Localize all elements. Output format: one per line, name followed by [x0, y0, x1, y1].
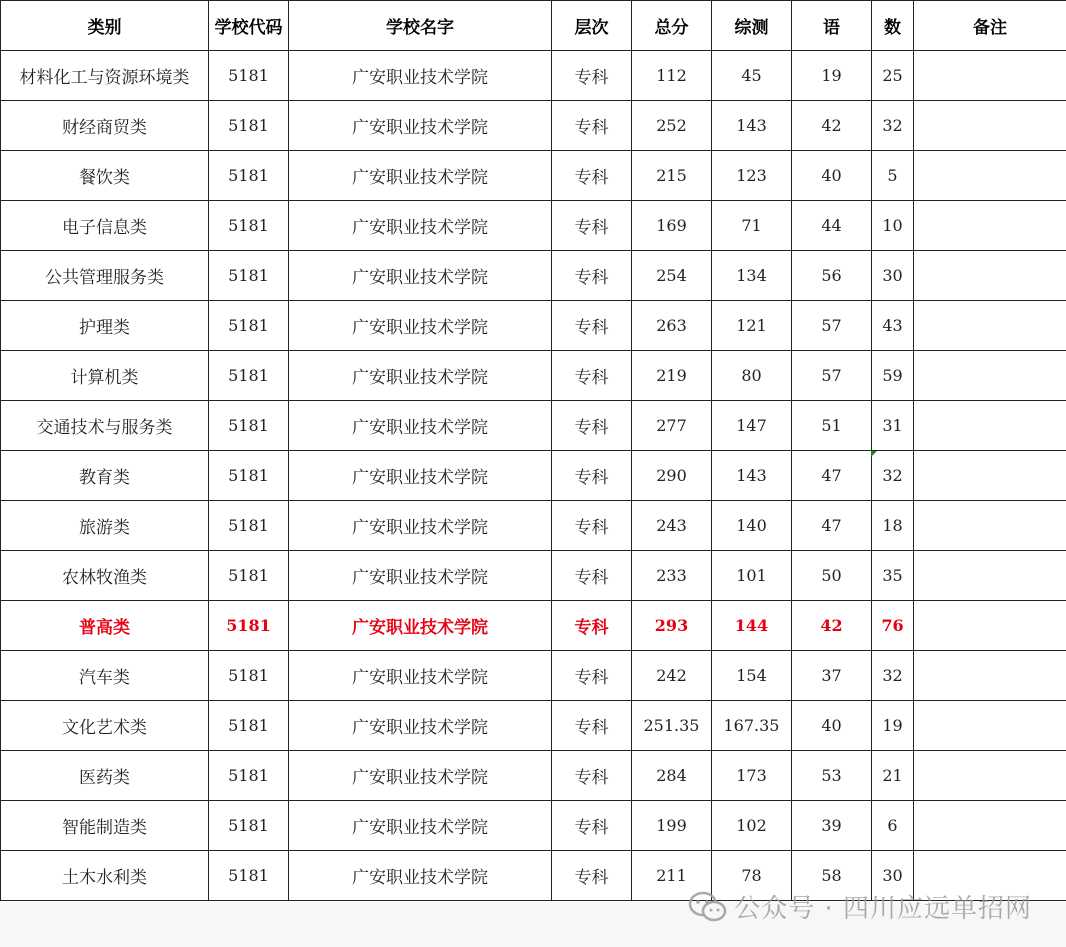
cell-school-name: 广安职业技术学院: [289, 101, 552, 151]
cell-category: 电子信息类: [1, 201, 209, 251]
cell-school-code: 5181: [209, 301, 289, 351]
cell-level: 专科: [552, 601, 632, 651]
cell-level: 专科: [552, 801, 632, 851]
cell-composite: 121: [712, 301, 792, 351]
cell-note: [914, 151, 1066, 201]
watermark-text: 公众号 · 四川应远单招网: [734, 894, 1032, 924]
cell-composite: 102: [712, 801, 792, 851]
cell-total: 211: [632, 851, 712, 901]
cell-category: 旅游类: [1, 501, 209, 551]
cell-school-name: 广安职业技术学院: [289, 351, 552, 401]
cell-chinese: 53: [792, 751, 872, 801]
cell-school-name: 广安职业技术学院: [289, 701, 552, 751]
cell-school-code: 5181: [209, 551, 289, 601]
cell-note: [914, 301, 1066, 351]
cell-category: 教育类: [1, 451, 209, 501]
watermark: [688, 888, 1032, 925]
cell-category: 公共管理服务类: [1, 251, 209, 301]
cell-note: [914, 601, 1066, 651]
cell-composite: 147: [712, 401, 792, 451]
cell-note: [914, 251, 1066, 301]
table-row: [1, 551, 1066, 601]
table-row: [1, 401, 1066, 451]
cell-school-code: 5181: [209, 851, 289, 901]
cell-category: 文化艺术类: [1, 701, 209, 751]
cell-school-name: 广安职业技术学院: [289, 251, 552, 301]
cell-composite: 78: [712, 851, 792, 901]
cell-chinese: 57: [792, 301, 872, 351]
cell-total: 215: [632, 151, 712, 201]
cell-school-code: 5181: [209, 201, 289, 251]
cell-school-code: 5181: [209, 401, 289, 451]
table-row: [1, 101, 1066, 151]
cell-level: 专科: [552, 51, 632, 101]
cell-note: [914, 51, 1066, 101]
cell-math: 32: [872, 451, 914, 501]
cell-level: 专科: [552, 551, 632, 601]
cell-total: 254: [632, 251, 712, 301]
cell-composite: 71: [712, 201, 792, 251]
cell-composite: 173: [712, 751, 792, 801]
cell-total: 112: [632, 51, 712, 101]
cell-school-code: 5181: [209, 351, 289, 401]
cell-note: [914, 401, 1066, 451]
cell-composite: 134: [712, 251, 792, 301]
cell-category: 交通技术与服务类: [1, 401, 209, 451]
table-row: [1, 651, 1066, 701]
cell-math: 59: [872, 351, 914, 401]
cell-total: 169: [632, 201, 712, 251]
cell-level: 专科: [552, 651, 632, 701]
cell-total: 252: [632, 101, 712, 151]
cell-math: 32: [872, 101, 914, 151]
cell-category: 农林牧渔类: [1, 551, 209, 601]
table-row: [1, 351, 1066, 401]
cell-composite: 123: [712, 151, 792, 201]
cell-total: 251.35: [632, 701, 712, 751]
cell-school-code: 5181: [209, 51, 289, 101]
cell-category: 汽车类: [1, 651, 209, 701]
cell-school-name: 广安职业技术学院: [289, 801, 552, 851]
cell-chinese: 57: [792, 351, 872, 401]
cell-school-code: 5181: [209, 651, 289, 701]
cell-total: 242: [632, 651, 712, 701]
cell-total: 284: [632, 751, 712, 801]
cell-chinese: 37: [792, 651, 872, 701]
cell-chinese: 51: [792, 401, 872, 451]
header-total: 总分: [632, 1, 712, 51]
cell-school-code: 5181: [209, 251, 289, 301]
cell-school-name: 广安职业技术学院: [289, 601, 552, 651]
table-row: [1, 601, 1066, 651]
cell-total: 290: [632, 451, 712, 501]
table-row: [1, 51, 1066, 101]
header-note: 备注: [914, 1, 1066, 51]
cell-note: [914, 701, 1066, 751]
cell-comment-marker: [871, 451, 877, 457]
cell-math: 25: [872, 51, 914, 101]
table-row: [1, 151, 1066, 201]
cell-chinese: 50: [792, 551, 872, 601]
cell-school-name: 广安职业技术学院: [289, 551, 552, 601]
cell-composite: 143: [712, 451, 792, 501]
cell-composite: 167.35: [712, 701, 792, 751]
cell-note: [914, 551, 1066, 601]
cell-composite: 80: [712, 351, 792, 401]
cell-total: 219: [632, 351, 712, 401]
cell-level: 专科: [552, 401, 632, 451]
cell-note: [914, 801, 1066, 851]
header-school-code: 学校代码: [209, 1, 289, 51]
cell-chinese: 42: [792, 601, 872, 651]
cell-composite: 140: [712, 501, 792, 551]
cell-composite: 45: [712, 51, 792, 101]
cell-composite: 143: [712, 101, 792, 151]
cell-category: 普高类: [1, 601, 209, 651]
cell-chinese: 47: [792, 451, 872, 501]
cell-math: 18: [872, 501, 914, 551]
cell-school-name: 广安职业技术学院: [289, 51, 552, 101]
cell-category: 医药类: [1, 751, 209, 801]
cell-math: 43: [872, 301, 914, 351]
cell-school-name: 广安职业技术学院: [289, 651, 552, 701]
cell-level: 专科: [552, 201, 632, 251]
table-row: [1, 301, 1066, 351]
cell-total: 199: [632, 801, 712, 851]
cell-category: 财经商贸类: [1, 101, 209, 151]
cell-school-name: 广安职业技术学院: [289, 451, 552, 501]
cell-chinese: 58: [792, 851, 872, 901]
table-row: [1, 701, 1066, 751]
cell-math: 10: [872, 201, 914, 251]
cell-composite: 101: [712, 551, 792, 601]
cell-composite: 154: [712, 651, 792, 701]
cell-school-code: 5181: [209, 801, 289, 851]
cell-chinese: 56: [792, 251, 872, 301]
cell-chinese: 44: [792, 201, 872, 251]
cell-level: 专科: [552, 501, 632, 551]
cell-note: [914, 201, 1066, 251]
header-level: 层次: [552, 1, 632, 51]
cell-school-code: 5181: [209, 701, 289, 751]
cell-note: [914, 101, 1066, 151]
cell-total: 233: [632, 551, 712, 601]
cell-math: 5: [872, 151, 914, 201]
cell-level: 专科: [552, 251, 632, 301]
table-row: [1, 801, 1066, 851]
cell-note: [914, 651, 1066, 701]
cell-note: [914, 501, 1066, 551]
cell-school-name: 广安职业技术学院: [289, 501, 552, 551]
cell-category: 餐饮类: [1, 151, 209, 201]
header-school-name: 学校名字: [289, 1, 552, 51]
header-row: [1, 1, 1066, 51]
cell-category: 智能制造类: [1, 801, 209, 851]
cell-note: [914, 351, 1066, 401]
cell-math: 76: [872, 601, 914, 651]
header-math: 数: [872, 1, 914, 51]
table-row: [1, 751, 1066, 801]
cell-level: 专科: [552, 301, 632, 351]
cell-total: 293: [632, 601, 712, 651]
cell-math: 19: [872, 701, 914, 751]
cell-level: 专科: [552, 851, 632, 901]
cell-level: 专科: [552, 351, 632, 401]
cell-school-name: 广安职业技术学院: [289, 401, 552, 451]
cell-level: 专科: [552, 701, 632, 751]
table-row: [1, 251, 1066, 301]
cell-chinese: 40: [792, 701, 872, 751]
table-row: [1, 501, 1066, 551]
cell-chinese: 42: [792, 101, 872, 151]
cell-chinese: 19: [792, 51, 872, 101]
wechat-icon: [688, 890, 728, 924]
cell-total: 263: [632, 301, 712, 351]
cell-total: 243: [632, 501, 712, 551]
header-category: 类别: [1, 1, 209, 51]
cell-math: 32: [872, 651, 914, 701]
cell-school-code: 5181: [209, 501, 289, 551]
cell-school-code: 5181: [209, 151, 289, 201]
cell-math: 35: [872, 551, 914, 601]
cell-note: [914, 451, 1066, 501]
header-chinese: 语: [792, 1, 872, 51]
cell-school-code: 5181: [209, 101, 289, 151]
cell-level: 专科: [552, 101, 632, 151]
cell-school-name: 广安职业技术学院: [289, 151, 552, 201]
cell-school-code: 5181: [209, 751, 289, 801]
cell-category: 土木水利类: [1, 851, 209, 901]
cell-chinese: 47: [792, 501, 872, 551]
cell-math: 30: [872, 851, 914, 901]
cell-school-code: 5181: [209, 451, 289, 501]
cell-chinese: 40: [792, 151, 872, 201]
cell-composite: 144: [712, 601, 792, 651]
cell-level: 专科: [552, 151, 632, 201]
cell-chinese: 39: [792, 801, 872, 851]
cell-math: 21: [872, 751, 914, 801]
table-row: [1, 201, 1066, 251]
cell-school-name: 广安职业技术学院: [289, 751, 552, 801]
cell-school-name: 广安职业技术学院: [289, 851, 552, 901]
header-composite: 综测: [712, 1, 792, 51]
cell-category: 计算机类: [1, 351, 209, 401]
cell-math: 6: [872, 801, 914, 851]
cell-math: 31: [872, 401, 914, 451]
cell-level: 专科: [552, 451, 632, 501]
cell-note: [914, 751, 1066, 801]
cell-math: 30: [872, 251, 914, 301]
cell-school-name: 广安职业技术学院: [289, 201, 552, 251]
cell-category: 材料化工与资源环境类: [1, 51, 209, 101]
cell-total: 277: [632, 401, 712, 451]
cell-school-code: 5181: [209, 601, 289, 651]
cell-category: 护理类: [1, 301, 209, 351]
table-row: [1, 451, 1066, 501]
cell-school-name: 广安职业技术学院: [289, 301, 552, 351]
cell-level: 专科: [552, 751, 632, 801]
